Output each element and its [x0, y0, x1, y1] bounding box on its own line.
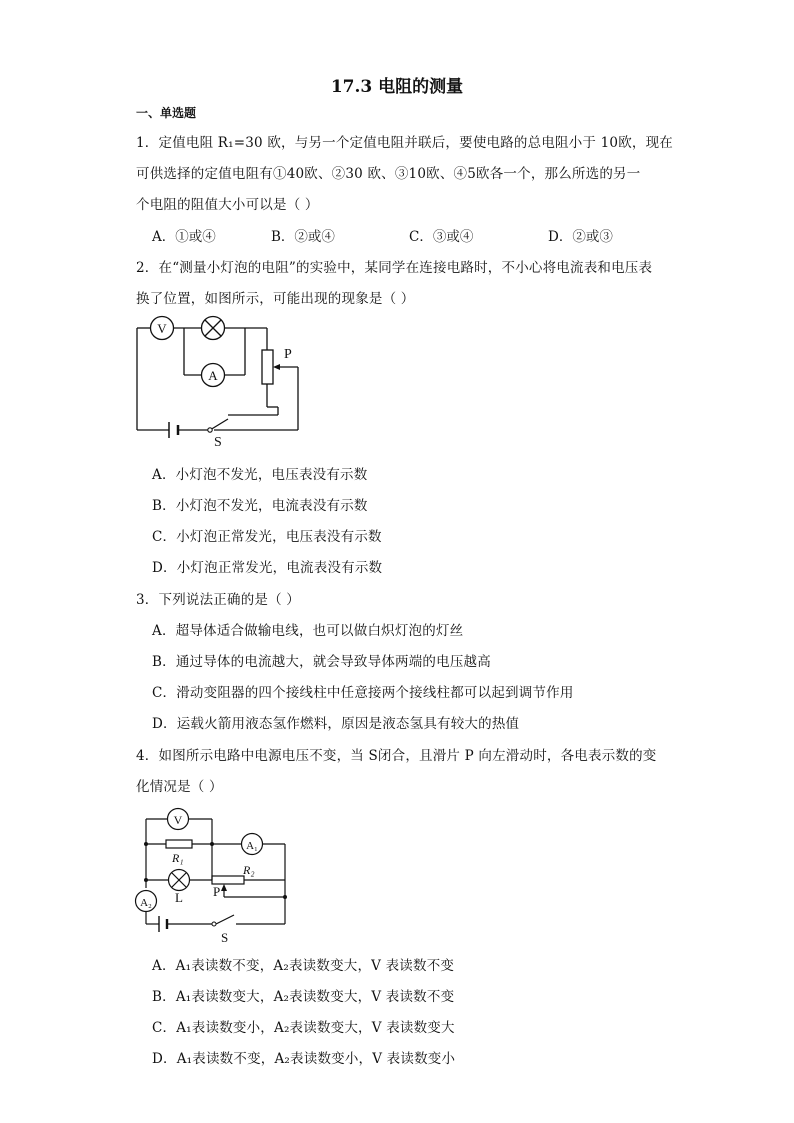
q4-line-2: 化情况是（ ） — [136, 779, 223, 795]
q4-option-c[interactable]: C．A₁表读数变小，A₂表读数变大，V 表读数变大 — [152, 1020, 455, 1036]
q4-slider-label: P — [213, 884, 221, 899]
q2-option-c[interactable]: C．小灯泡正常发光，电压表没有示数 — [152, 529, 382, 545]
q2-option-a[interactable]: A．小灯泡不发光，电压表没有示数 — [152, 467, 368, 483]
q4-r2-label: R₂ — [243, 863, 255, 877]
q2-option-b[interactable]: B．小灯泡不发光，电流表没有示数 — [152, 498, 368, 514]
q2-switch-label: S — [214, 435, 222, 448]
q1-line-3: 个电阻的阻值大小可以是（ ） — [136, 197, 319, 213]
q2-circuit-diagram — [130, 312, 310, 448]
q4-line-1: 4．如图所示电路中电源电压不变，当 S闭合，且滑片 P 向左滑动时，各电表示数的变 — [136, 748, 657, 764]
q4-lamp-icon — [169, 870, 190, 891]
q4-option-b[interactable]: B．A₁表读数变大，A₂表读数变大，V 表读数不变 — [152, 989, 455, 1005]
q4-a1-label: A₁ — [246, 840, 258, 852]
q3-line-1: 3．下列说法正确的是（ ） — [136, 592, 300, 608]
q4-voltmeter-label: V — [173, 813, 183, 827]
q2-line-1: 2．在“测量小灯泡的电阻”的实验中，某同学在连接电路时，不小心将电流表和电压表 — [136, 260, 653, 276]
q4-a2-label: A₂ — [140, 897, 152, 909]
q4-option-d[interactable]: D．A₁表读数不变，A₂表读数变小，V 表读数变小 — [152, 1051, 456, 1067]
section-heading: 一、单选题 — [136, 106, 197, 120]
q3-option-b[interactable]: B．通过导体的电流越大，就会导致导体两端的电压越高 — [152, 654, 491, 670]
q2-lamp-icon — [202, 317, 225, 340]
q3-option-c[interactable]: C．滑动变阻器的四个接线柱中任意接两个接线柱都可以起到调节作用 — [152, 685, 574, 701]
q2-line-2: 换了位置，如图所示，可能出现的现象是（ ） — [136, 291, 415, 307]
q1-option-a[interactable]: A．①或④ — [152, 229, 216, 245]
q1-option-d[interactable]: D．②或③ — [548, 229, 613, 245]
q1-option-c[interactable]: C．③或④ — [409, 229, 474, 245]
q2-ammeter-label: A — [208, 368, 218, 383]
q1-option-b[interactable]: B．②或④ — [271, 229, 335, 245]
q2-option-d[interactable]: D．小灯泡正常发光，电流表没有示数 — [152, 560, 383, 576]
q4-circuit-diagram — [130, 798, 300, 946]
q1-line-1: 1．定值电阻 R₁=30 欧，与另一个定值电阻并联后，要使电路的总电阻小于 10欧，现在 — [136, 135, 674, 151]
q3-option-a[interactable]: A．超导体适合做输电线，也可以做白炽灯泡的灯丝 — [152, 623, 464, 639]
q1-line-2: 可供选择的定值电阻有①40欧、②30 欧、③10欧、④5欧各一个，那么所选的另一 — [136, 166, 641, 182]
q4-r1-label: R₁ — [172, 851, 184, 865]
q4-switch-label: S — [221, 930, 229, 945]
q4-lamp-label: L — [175, 890, 183, 905]
q3-option-d[interactable]: D．运载火箭用液态氢作燃料，原因是液态氢具有较大的热值 — [152, 716, 520, 732]
q4-option-a[interactable]: A．A₁表读数不变，A₂表读数变大，V 表读数不变 — [152, 958, 455, 974]
q2-slider-label: P — [284, 347, 292, 362]
page-title: 17.3 电阻的测量 — [330, 77, 464, 97]
q2-voltmeter-label: V — [157, 321, 167, 336]
